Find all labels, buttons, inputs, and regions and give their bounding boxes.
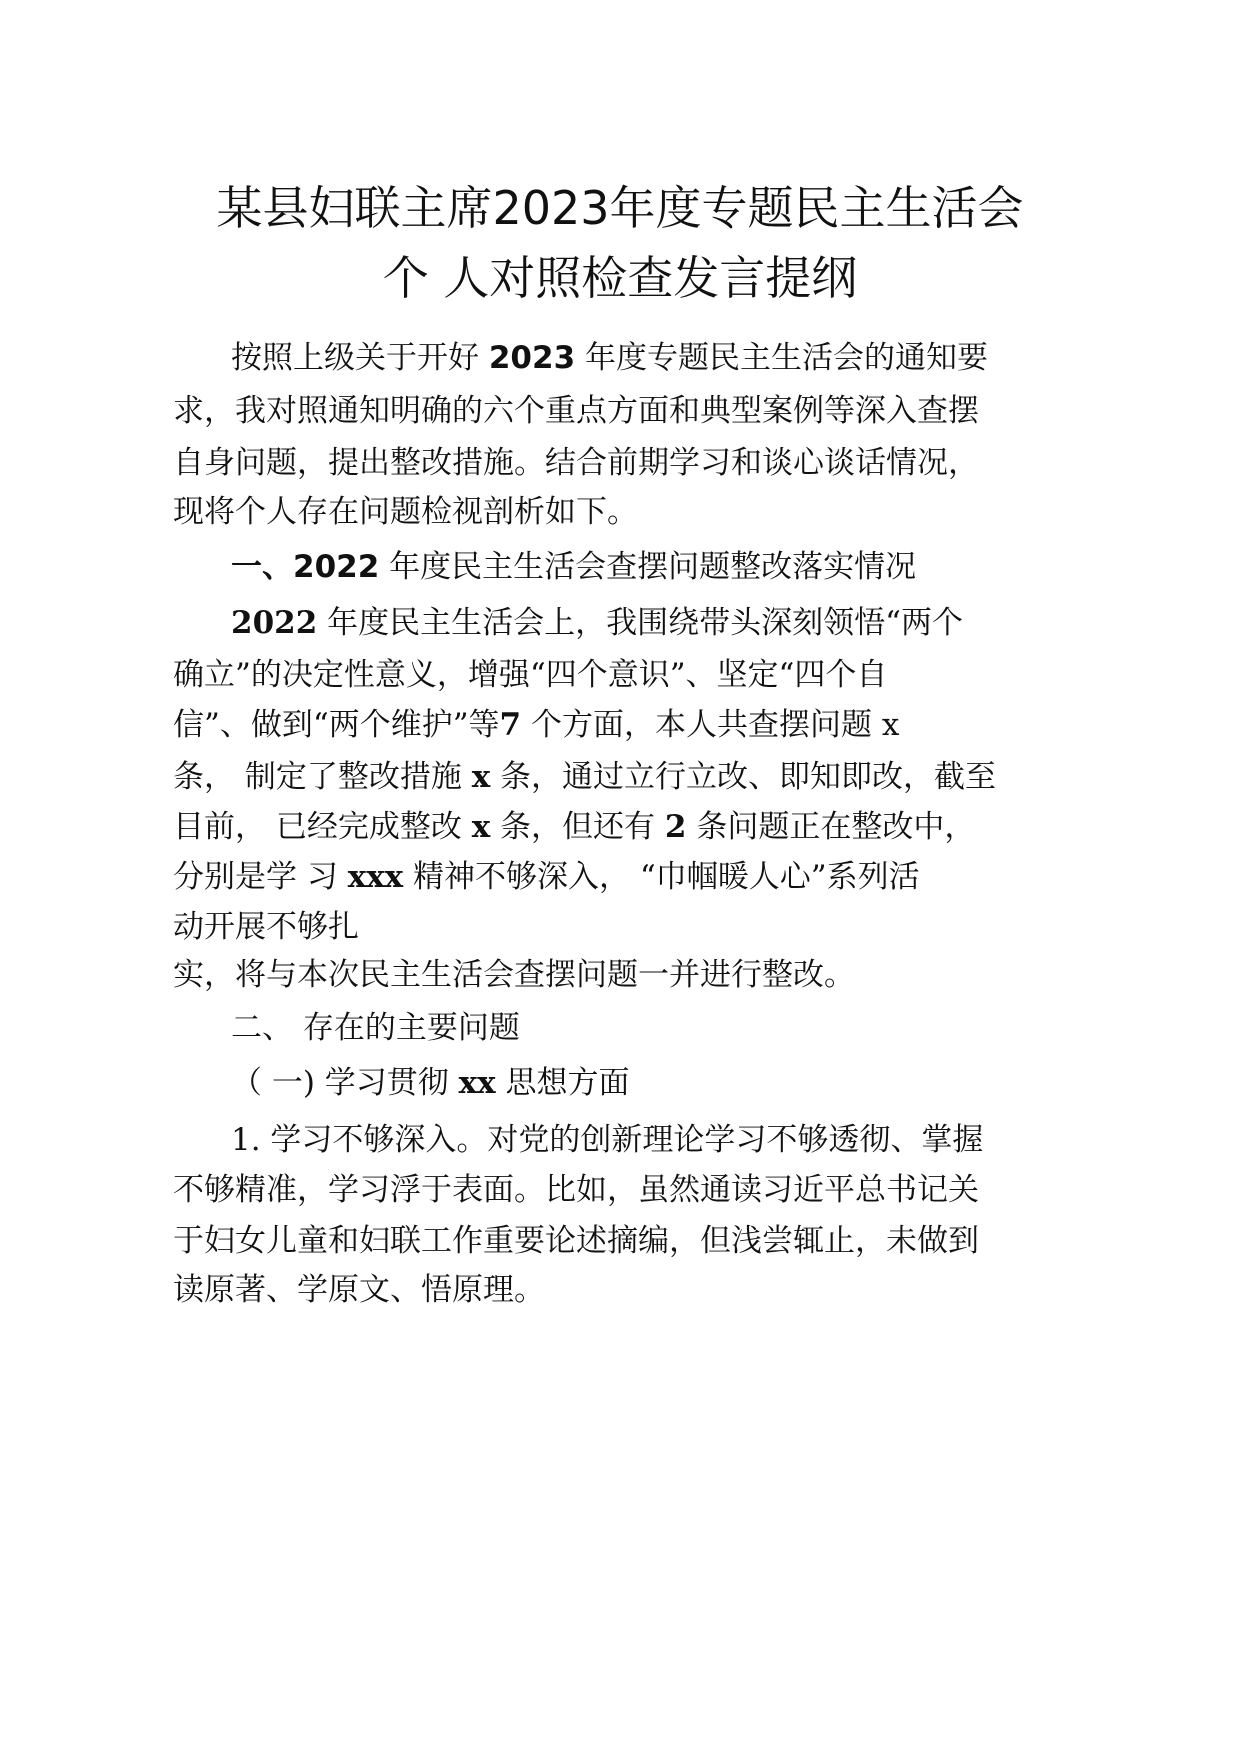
item-1-line-2: 不够精准，学习浮于表面。比如，虽然通读习近平总书记关 [173, 1172, 979, 1208]
section-1-line-2: 确立”的决定性意义，增强“四个意识”、坚定“四个自 [173, 657, 888, 693]
year-2023: 2023 [488, 340, 576, 376]
intro-line-1 [231, 338, 988, 378]
year-2022: 2022 [231, 605, 318, 641]
section-2-subheading-1 [231, 1063, 629, 1103]
section-1-line-8: 实，将与本次民主生活会查摆问题一并进行整改。 [173, 957, 855, 993]
section-1-text: 目前， 已经完成整改 [173, 809, 472, 845]
count-7: 7 [499, 707, 522, 743]
section-1-heading [231, 547, 916, 587]
subheading-text: 思想方面 [495, 1065, 630, 1101]
item-1-line-1: 1. 学习不够深入。对党的创新理论学习不够透彻、掌握 [231, 1122, 984, 1158]
document-title-line-1: 某县妇联主席2023年度专题民主生活会 [216, 181, 1024, 235]
intro-line-4: 现将个人存在问题检视剖析如下。 [173, 494, 638, 530]
document-title-line-2: 个 人对照检查发言提纲 [382, 251, 858, 305]
section-1-text: 个方面，本人共查摆问题 x [521, 707, 900, 743]
section-1-line-3 [173, 705, 899, 745]
section-1-line-5 [173, 807, 975, 847]
count-x: x [471, 759, 491, 795]
section-1-text: 信”、做到“两个维护”等 [173, 707, 500, 743]
section-1-text: 分别是学 习 [173, 859, 348, 895]
section-1-text: 年度民主生活会上，我围绕带头深刻领悟“两个 [317, 605, 963, 641]
section-1-text: 条，通过立行立改、即知即改，截至 [490, 759, 997, 795]
section-1-line-7: 动开展不够扎 [173, 909, 359, 945]
count-2: 2 [664, 809, 687, 845]
section-1-text: 精神不够深入， “巾帼暖人心”系列活 [403, 859, 920, 895]
intro-line-2: 求，我对照通知明确的六个重点方面和典型案例等深入查摆 [173, 393, 979, 429]
intro-text: 年度专题民主生活会的通知要 [575, 340, 988, 376]
section-1-text: 条问题正在整改中， [686, 809, 976, 845]
placeholder-xx: xx [458, 1065, 496, 1101]
section-1-heading-text: 年度民主生活会查摆问题整改落实情况 [379, 549, 917, 585]
section-1-heading-number: 一、2022 [231, 549, 380, 585]
intro-line-3: 自身问题，提出整改措施。结合前期学习和谈心谈话情况， [173, 445, 979, 481]
intro-text: 按照上级关于开好 [231, 340, 489, 376]
placeholder-xxx: xxx [347, 859, 404, 895]
section-1-line-6 [173, 857, 920, 897]
section-1-text: 条， 制定了整改措施 [173, 759, 472, 795]
section-1-line-4 [173, 757, 996, 797]
section-2-heading: 二、 存在的主要问题 [231, 1010, 520, 1046]
section-1-line-1 [231, 603, 963, 643]
section-1-text: 条，但还有 [490, 809, 665, 845]
item-1-line-3: 于妇女儿童和妇联工作重要论述摘编，但浅尝辄止，未做到 [173, 1223, 979, 1259]
item-1-line-4: 读原著、学原文、悟原理。 [173, 1272, 545, 1308]
count-x: x [471, 809, 491, 845]
subheading-text: （ 一) 学习贯彻 [231, 1065, 459, 1101]
